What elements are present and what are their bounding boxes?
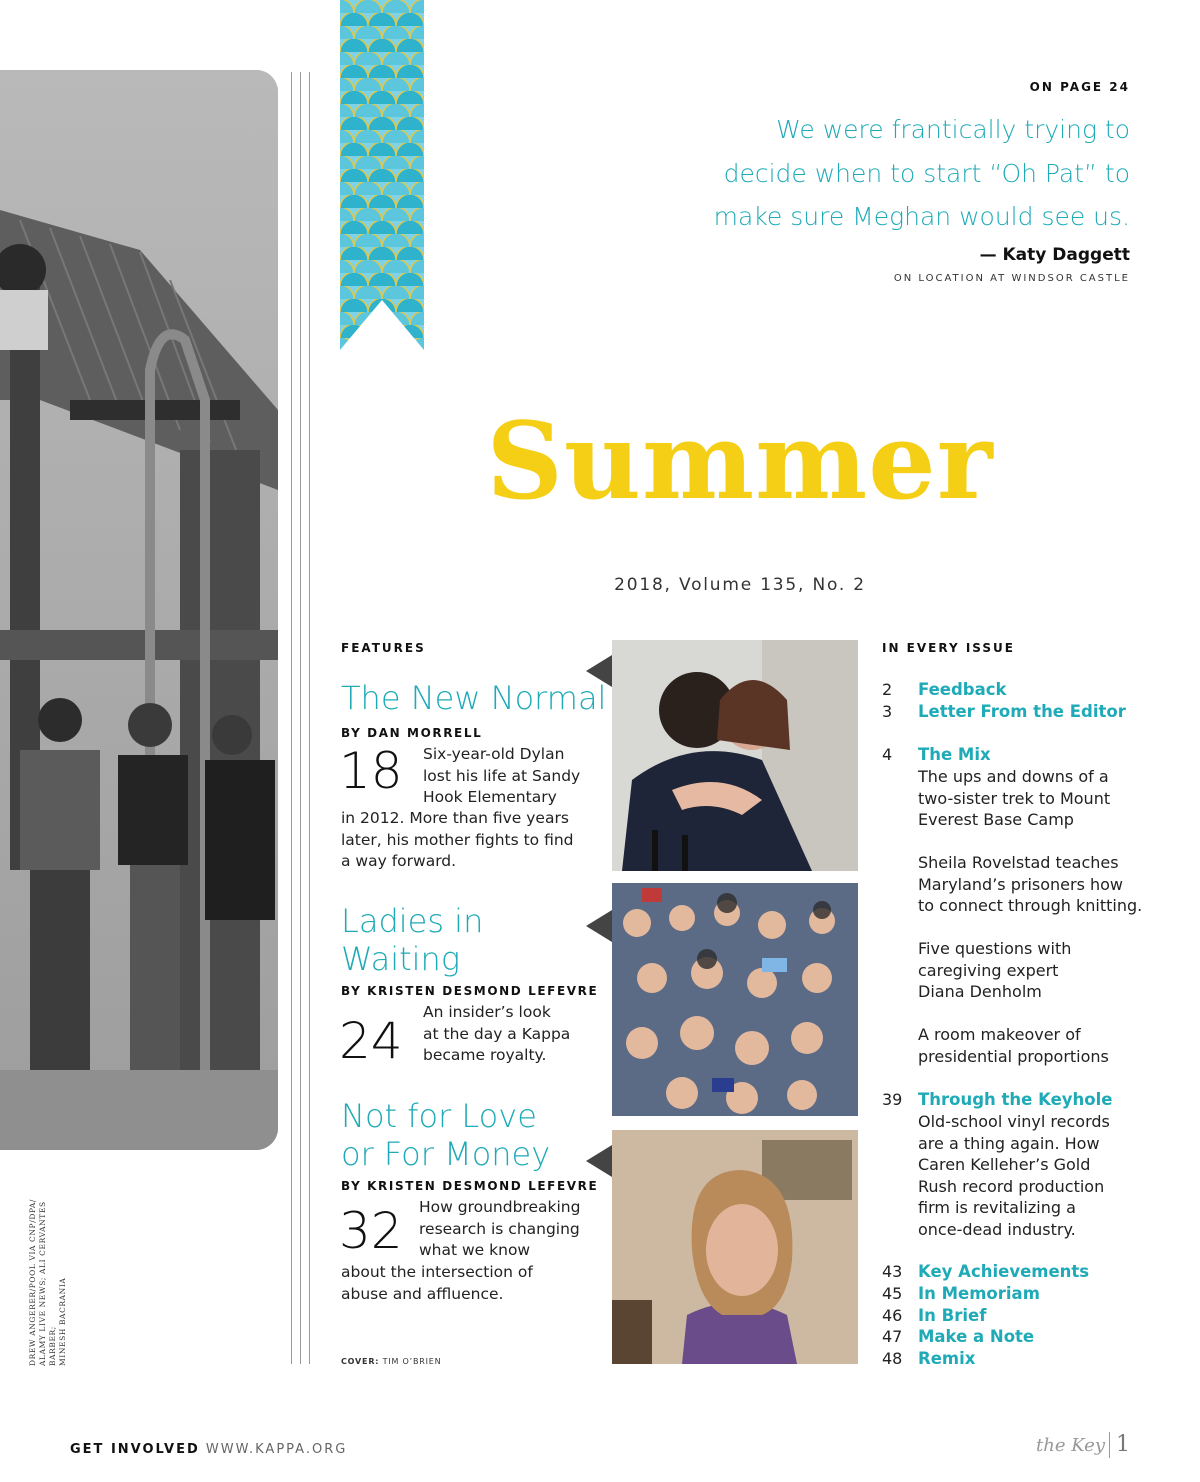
desc-line: Five questions with — [918, 939, 1072, 958]
pullquote-location: ON LOCATION AT WINDSOR CASTLE — [893, 273, 1130, 284]
photo-pointer — [586, 910, 612, 942]
feature-title[interactable] — [341, 902, 483, 978]
desc-line: Everest Base Camp — [918, 810, 1074, 829]
ribbon-bookmark-decoration — [340, 0, 424, 360]
toc-page: 39 — [882, 1090, 903, 1109]
feature-page-number: 24 — [339, 1012, 403, 1070]
desc-line: a way forward. — [341, 852, 457, 870]
toc-page: 43 — [882, 1262, 903, 1281]
toc-title: In Brief — [918, 1306, 987, 1325]
desc-line: later, his mother fights to find — [341, 830, 574, 849]
cover-label: COVER: — [341, 1357, 380, 1366]
credit-line: ALAMY LIVE NEWS; ALI CERVANTES BARBER; — [38, 1201, 57, 1366]
desc-line: are a thing again. How — [918, 1133, 1100, 1153]
pullquote-line: decide when to start “Oh Pat” to — [723, 158, 1130, 188]
photo-pointer — [586, 1145, 612, 1177]
folio-divider — [1109, 1432, 1110, 1458]
desc-line: became royalty. — [423, 1046, 547, 1064]
website-link[interactable]: WWW.KAPPA.ORG — [205, 1442, 348, 1457]
desc-line: firm is revitalizing a — [918, 1198, 1076, 1217]
feature-page-number: 32 — [339, 1202, 403, 1260]
get-involved-label: GET INVOLVED — [70, 1442, 200, 1457]
feature-description-cont — [341, 1262, 601, 1305]
desc-line: How groundbreaking — [419, 1198, 581, 1216]
archival-playground-photo — [0, 70, 278, 1150]
vertical-rule — [309, 72, 310, 1364]
desc-line: Hook Elementary — [423, 788, 557, 806]
desc-line: The ups and downs of a — [918, 767, 1109, 786]
desc-line: Sheila Rovelstad teaches — [918, 853, 1119, 872]
page-number: 1 — [1116, 1432, 1130, 1457]
feature-title[interactable] — [341, 679, 606, 717]
features-heading: FEATURES — [341, 641, 426, 655]
pullquote-kicker: ON PAGE 24 — [1029, 80, 1130, 94]
pullquote-line: make sure Meghan would see us. — [713, 202, 1130, 231]
feature-page-number: 18 — [339, 742, 403, 800]
toc-title: Feedback — [918, 680, 1007, 699]
credit-line: MINESH BACRANIA — [58, 1277, 67, 1366]
pullquote-text — [610, 108, 1130, 239]
desc-line: at the day a Kappa — [423, 1024, 571, 1043]
desc-line: research is changing — [419, 1219, 580, 1238]
vertical-rule — [291, 72, 292, 1364]
desc-line: presidential proportions — [918, 1046, 1109, 1066]
toc-page: 48 — [882, 1349, 903, 1368]
feature-photo-embrace — [612, 640, 858, 871]
toc-page: 47 — [882, 1327, 903, 1346]
desc-line: lost his life at Sandy — [423, 766, 581, 785]
feature-photo-crowd — [612, 883, 858, 1116]
photo-pointer — [586, 655, 612, 687]
magazine-logo: the Key — [1036, 1435, 1105, 1456]
toc-page: 46 — [882, 1306, 903, 1325]
desc-line: abuse and affluence. — [341, 1284, 504, 1303]
desc-line: An insider’s look — [423, 1003, 551, 1021]
toc-page: 3 — [882, 702, 893, 721]
feature-byline: BY DAN MORRELL — [341, 726, 483, 740]
photo-credits — [28, 1166, 90, 1366]
toc-title: In Memoriam — [918, 1284, 1040, 1303]
desc-line: Caren Kelleher’s Gold — [918, 1155, 1091, 1174]
feature-title-line: Not for Love — [341, 1097, 537, 1135]
toc-page: 2 — [882, 680, 893, 699]
cover-credit — [341, 1357, 441, 1366]
desc-line: Six-year-old Dylan — [423, 745, 565, 763]
desc-line: about the intersection of — [341, 1263, 533, 1281]
toc-title: Make a Note — [918, 1327, 1035, 1346]
desc-line: A room makeover of — [918, 1025, 1081, 1044]
pullquote-line: We were frantically trying to — [776, 115, 1130, 144]
toc-description — [918, 1111, 1148, 1240]
footer-folio — [1036, 1432, 1130, 1458]
toc-title: Through the Keyhole — [918, 1090, 1113, 1109]
desc-line: Old-school vinyl records — [918, 1112, 1110, 1131]
toc-page: 45 — [882, 1284, 903, 1303]
feature-photo-portrait — [612, 1130, 858, 1364]
feature-description — [423, 1002, 593, 1067]
credit-line: DREW ANGERER/POOL VIA CNP/DPA/ — [28, 1198, 37, 1366]
feature-title-line: Waiting — [341, 940, 461, 978]
desc-line: once-dead industry. — [918, 1219, 1076, 1239]
toc-description — [918, 1024, 1148, 1067]
toc-title: Remix — [918, 1349, 976, 1368]
feature-title-line: The New Normal — [341, 679, 607, 717]
desc-line: Maryland’s prisoners how — [918, 874, 1124, 894]
desc-line: Diana Denholm — [918, 982, 1042, 1001]
toc-title: The Mix — [918, 745, 991, 764]
feature-title-line: or For Money — [341, 1135, 551, 1173]
desc-line: Rush record production — [918, 1176, 1105, 1196]
feature-description — [419, 1197, 594, 1262]
feature-description — [423, 744, 593, 809]
desc-line: to connect through knitting. — [918, 896, 1143, 915]
toc-description — [918, 852, 1148, 917]
feature-description-cont — [341, 808, 601, 873]
every-issue-heading: IN EVERY ISSUE — [882, 641, 1015, 655]
feature-byline: BY KRISTEN DESMOND LEFEVRE — [341, 1179, 599, 1193]
feature-title[interactable] — [341, 1097, 550, 1173]
desc-line: in 2012. More than five years — [341, 809, 569, 827]
toc-title: Letter From the Editor — [918, 702, 1126, 721]
desc-line: what we know — [419, 1241, 531, 1259]
toc-title: Key Achievements — [918, 1262, 1090, 1281]
feature-title-line: Ladies in — [341, 902, 484, 940]
desc-line: two-sister trek to Mount — [918, 788, 1111, 808]
feature-byline: BY KRISTEN DESMOND LEFEVRE — [341, 984, 599, 998]
cover-photographer: TIM O’BRIEN — [382, 1357, 442, 1366]
vertical-rule — [300, 72, 301, 1364]
toc-description — [918, 938, 1148, 1003]
issue-season-title: Summer — [486, 398, 994, 523]
toc-description — [918, 766, 1148, 831]
issue-volume: 2018, Volume 135, No. 2 — [614, 575, 866, 595]
footer-get-involved — [70, 1442, 347, 1457]
desc-line: caregiving expert — [918, 960, 1059, 980]
pullquote-author: — Katy Daggett — [979, 245, 1130, 265]
toc-page: 4 — [882, 745, 893, 764]
